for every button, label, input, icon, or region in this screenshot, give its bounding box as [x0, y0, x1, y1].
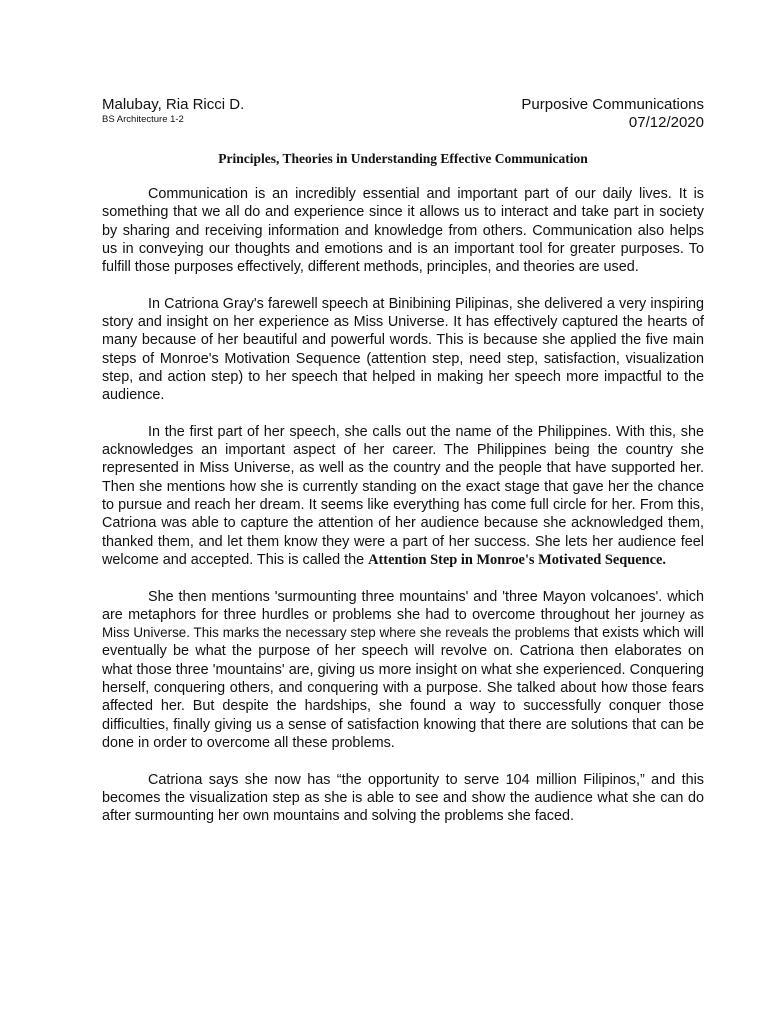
paragraph-5: Catriona says she now has “the opportunity to serve 104 million Filipinos,” and this becomes the visualization step as she is able to see and show the audience what she can do after surmounting her own mountains and solving the problems she faced. [102, 771, 704, 825]
paragraph-3 [102, 423, 704, 569]
paragraph-3-bold-term: Attention Step in Monroe's Motivated Sequence. [368, 551, 667, 568]
paragraph-4-text-a: She then mentions 'surmounting three mountains' and 'three Mayon volcanoes'. which are metaphors for three hurdles or problems she had to overcome throughout her [102, 588, 704, 623]
document-header [102, 96, 704, 136]
paragraph-4 [102, 588, 704, 753]
course-name: Purposive Communications [521, 96, 704, 113]
document-body [102, 185, 704, 844]
document-date: 07/12/2020 [628, 114, 704, 131]
paragraph-4-text-c: that exists which will eventually be what the purpose of her speech will revolve on. Catriona then elaborates on what those three 'mountains' are, giving us more insight on what she experienced. Conquering herself, conquering others, and conquering with a purpose. She talked about how those fears affected her. But despite the hardships, she found a way to successfully conquer those difficulties, finally giving us a sense of satisfaction knowing that there are solutions that can be done in order to overcome all these problems. [102, 625, 704, 751]
author-section: BS Architecture 1-2 [102, 114, 184, 125]
paragraph-4-text-b: journey as Miss Universe. This marks the necessary step where she reveals the problems [102, 606, 704, 641]
document-title: Principles, Theories in Understanding Effective Communication [218, 151, 588, 166]
paragraph-3-text: In the first part of her speech, she calls out the name of the Philippines. With this, she acknowledges an important aspect of her career. The Philippines being the country she represented in Miss Universe, as well as the country and the people that have supported her. Then she mentions how she is currently standing on the exact stage that gave her the chance to pursue and reach her dream. It seems like everything has come full circle for her. From this, Catriona was able to capture the attention of her audience because she acknowledged them, thanked them, and let them know they were a part of her success. She lets her audience feel welcome and accepted. This is called the [102, 423, 704, 568]
paragraph-1: Communication is an incredibly essential and important part of our daily lives. It is something that we all do and experience since it allows us to interact and take part in society by sharing and receiving information and knowledge from others. Communication also helps us in conveying our thoughts and emotions and is an important tool for greater purposes. To fulfill those purposes effectively, different methods, principles, and theories are used. [102, 186, 704, 276]
author-name: Malubay, Ria Ricci D. [102, 96, 245, 113]
paragraph-2: In Catriona Gray's farewell speech at Binibining Pilipinas, she delivered a very inspiring story and insight on her experience as Miss Universe. It has effectively captured the hearts of many because of her beautiful and powerful words. This is because she applied the five main steps of Monroe's Motivation Sequence (attention step, need step, satisfaction, visualization step, and action step) to her speech that helped in making her speech more impactful to the audience. [102, 295, 704, 404]
course-block [521, 96, 704, 132]
author-block [102, 96, 244, 126]
